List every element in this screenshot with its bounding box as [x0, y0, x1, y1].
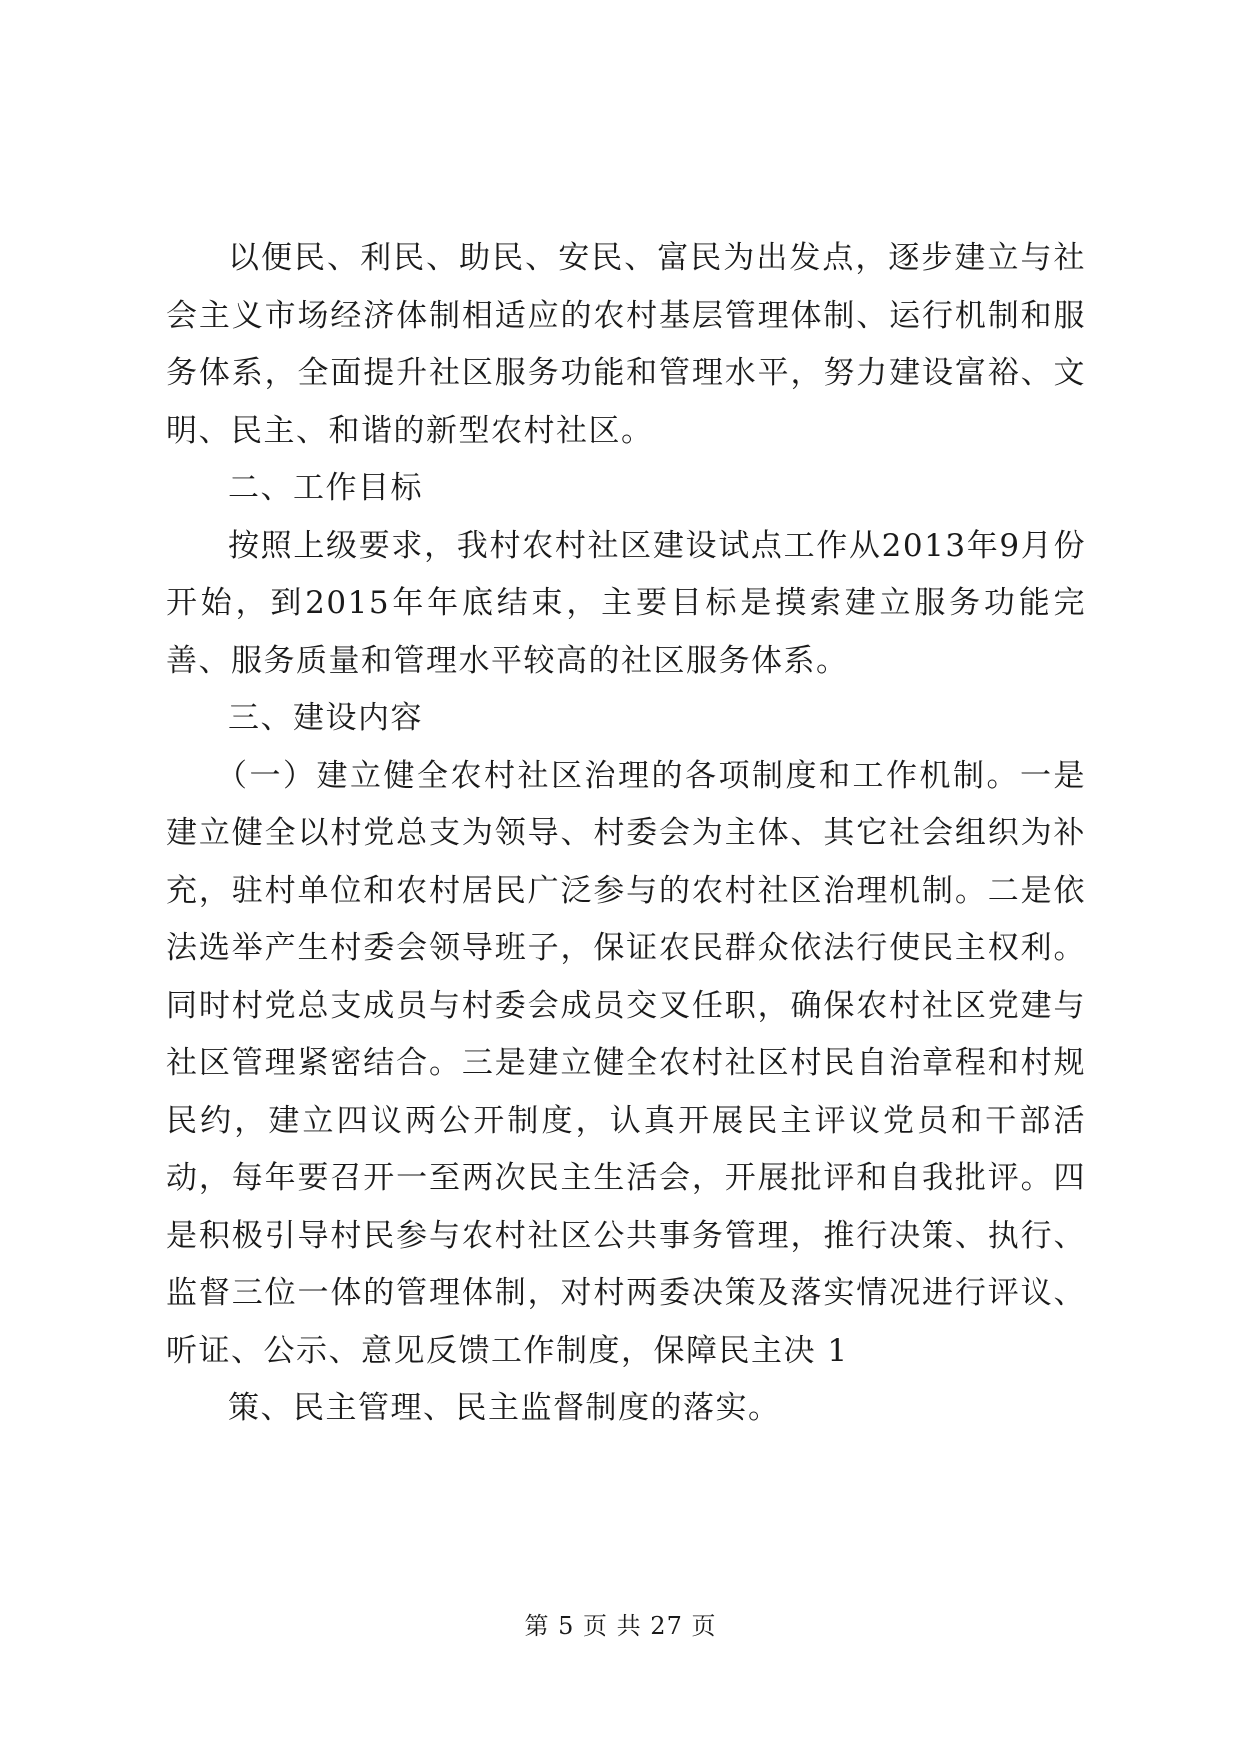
- goal-paragraph: 按照上级要求，我村农村社区建设试点工作从2013年9月份开始，到2015年年底结束，主要目标是摸索建立服务功能完善、服务质量和管理水平较高的社区服务体系。: [166, 527, 1086, 679]
- document-body: [166, 230, 1086, 1438]
- content-item-1-paragraph: （一）建立健全农村社区治理的各项制度和工作机制。一是建立健全以村党总支为领导、村委会为主体、其它社会组织为补充，驻村单位和农村居民广泛参与的农村社区治理机制。二是依法选举产生村委会领导班子，保证农民群众依法行使民主权利。同时村党总支成员与村委会成员交叉任职，确保农村社区党建与社区管理紧密结合。三是建立健全农村社区村民自治章程和村规民约，建立四议两公开制度，认真开展民主评议党员和干部活动，每年要召开一至两次民主生活会，开展批评和自我批评。四是积极引导村民参与农村社区公共事务管理，推行决策、执行、监督三位一体的管理体制，对村两委决策及落实情况进行评议、听证、公示、意见反馈工作制度，保障民主决 1: [166, 757, 1086, 1369]
- continuation-paragraph: 策、民主管理、民主监督制度的落实。: [228, 1390, 781, 1426]
- section-heading-content: 三、建设内容: [228, 700, 423, 736]
- section-heading-goals: 二、工作目标: [228, 470, 423, 506]
- page-footer: 第 5 页 共 27 页: [524, 1612, 717, 1640]
- intro-paragraph: 以便民、利民、助民、安民、富民为出发点，逐步建立与社会主义市场经济体制相适应的农村基层管理体制、运行机制和服务体系，全面提升社区服务功能和管理水平，努力建设富裕、文明、民主、和谐的新型农村社区。: [166, 240, 1086, 449]
